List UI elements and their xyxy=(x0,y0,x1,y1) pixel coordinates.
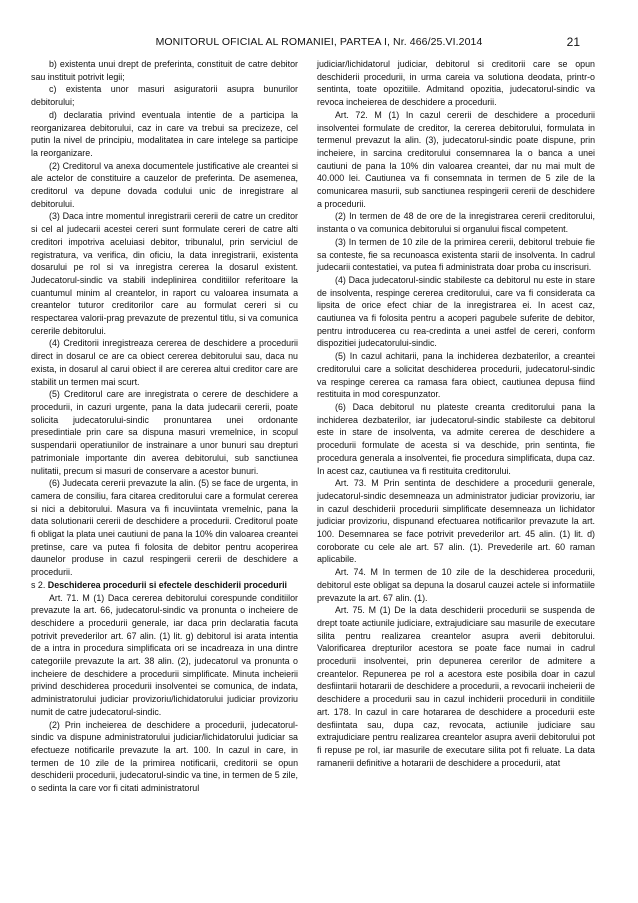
publication-title: MONITORUL OFICIAL AL ROMANIEI, PARTEA I, Nr. 466/25.VI.2014 xyxy=(155,36,483,48)
section-title: Deschiderea procedurii si efectele deschiderii procedurii xyxy=(47,579,288,590)
paragraph: (2) Creditorul va anexa documentele justificative ale creantei si ale actelor de constituire a cauzelor de preferinta. De asemenea, creditorul va depune dovada codului unic de inregistrare al debitorului. xyxy=(31,160,298,209)
paragraph: judiciar/lichidatorul judiciar, debitorul si creditorii care se opun deschiderii procedurii, in urma careia va solutiona deodata, printr-o sentinta, toate opozitiile. Admitand opozitia, judecatorul-sindic va revoca incheierea de deschidere a procedurii. xyxy=(317,59,595,108)
paragraph: (4) Creditorii inregistreaza cererea de deschidere a procedurii direct in dosarul ce are ca obiect cererea debitorului sau, daca nu exista, in dosarul al carui obiect il are cererea altui creditor care are stabilit un termen mai scurt. xyxy=(31,338,298,387)
left-paragraphs-after xyxy=(31,592,298,795)
paragraph: Art. 71. M (1) Daca cererea debitorului corespunde conditiilor prevazute la art. 66, judecatorul-sindic va pronunta o incheiere de deschidere a procedurii generale, iar daca prin declaratia facuta potrivit prevederilor art. 67 alin. (1) lit. g) debitorul isi arata intentia de a intra in procedura simplificata ori se incadreaza in una dintre categoriile prevazute la art. 38 alin. (2), judecatorul va pronunta o incheiere de deschidere a procedurii simplificate. Minuta incheierii privind deschiderea procedurii insolventei se comunica, de indata, administratorului judiciar provizoriu/lichidatorului judiciar provizoriu numit de catre judecatorul-sindic. xyxy=(31,592,298,717)
paragraph: (3) Daca intre momentul inregistrarii cererii de catre un creditor si cel al judecarii acestei cereri sunt formulate cereri de catre alti creditori impotriva aceluiasi debitor, tribunalul, prin serviciul de registratura, va verifica, din oficiu, la data inregistrarii, existenta dosarului pe rol si va inregistra cererea la dosarul existent. Judecatorul-sindic va stabili indeplinirea conditiilor referitoare la cuantumul minim al creantelor, in raport cu valoarea insumata a creantelor tuturor creditorilor care au formulat cereri si cu respectarea valorii-prag prevazute de prezentul titlu, si va comunica cererile debitorului. xyxy=(31,211,298,336)
paragraph: (5) In cazul achitarii, pana la inchiderea dezbaterilor, a creantei creditorului care a solicitat deschiderea procedurii, judecatorul-sindic va respinge cererea ca ramasa fara obiect, cautiunea depusa fiind restituita in mod corespunzator. xyxy=(317,351,595,400)
paragraph: (6) Judecata cererii prevazute la alin. (5) se face de urgenta, in camera de consiliu, fara citarea creditorului care a formulat cererea si nici a debitorului. Masura va fi incuviintata vremelnic, pana la data solutionarii cererii de deschidere a procedurii. Creditorul poate fi obligat la plata unei cautiuni de pana la 10% din valoarea creantei pretinse, care va putea fi folosita de debitor pentru acoperirea daunelor produse in cazul respingerii cererii de deschidere a procedurii. xyxy=(31,478,298,578)
page-header xyxy=(0,36,638,52)
paragraph: (6) Daca debitorul nu plateste creanta creditorului pana la inchiderea dezbaterilor, iar judecatorul-sindic stabileste ca debitorul este in stare de insolventa, va admite cererea de deschidere a procedurii formulate de acesta si va deschide, prin sentinta, fie procedura generala a insolventei, fie procedura simplificata, dupa caz. In acest caz, cautiunea va fi restituita creditorului. xyxy=(317,401,595,476)
paragraph: (3) In termen de 10 zile de la primirea cererii, debitorul trebuie fie sa conteste, fie sa recunoasca existenta starii de insolventa. In cadrul judecarii contestatiei, va putea fi administrata doar proba cu inscrisuri. xyxy=(317,236,595,273)
paragraph: (2) In termen de 48 de ore de la inregistrarea cererii creditorului, instanta o va comunica debitorului si organului fiscal competent. xyxy=(317,211,595,235)
paragraph: c) existenta unor masuri asiguratorii asupra bunurilor debitorului; xyxy=(31,84,298,108)
right-column xyxy=(317,58,595,769)
page-number: 21 xyxy=(566,35,580,49)
paragraph: b) existenta unui drept de preferinta, constituit de catre debitor sau instituit potrivit legii; xyxy=(31,59,298,82)
paragraph: Art. 72. M (1) In cazul cererii de deschidere a procedurii insolventei formulate de creditor, la cererea debitorului, formulata in termenul prevazut la alin. (3), judecatorul-sindic poate dispune, prin incheiere, in sarcina creditorului consemnarea la o banca a unei cautiuni de pana la 10% din valoarea creantei, dar nu mai mult de 40.000 lei. Cautiunea va fi consemnata in termen de 5 zile de la comunicarea masurii, sub sanctiunea respingerii cererii de deschidere a procedurii. xyxy=(317,109,595,209)
paragraph: (2) Prin incheierea de deschidere a procedurii, judecatorul-sindic va dispune administratorului judiciar/lichidatorului judiciar sa efectueze notificarile prevazute la art. 100. In cazul in care, in termen de 10 zile de la primirea notificarii, creditorii se opun deschiderii procedurii, judecatorul-sindic va tine, in termen de 5 zile, o sedinta la care vor fi citati administratorul xyxy=(31,719,298,794)
paragraph: d) declaratia privind eventuala intentie de a participa la reorganizarea debitorului, caz in care va trebui sa precizeze, cel putin la nivel de principiu, modalitatea in care intelege sa participe la reorganizare. xyxy=(31,109,298,158)
section-label: s 2. xyxy=(31,579,46,590)
left-paragraphs xyxy=(31,58,298,579)
paragraph: Art. 73. M Prin sentinta de deschidere a procedurii generale, judecatorul-sindic desemneaza un administrator judiciar provizoriu, iar in cazul deschiderii procedurii simplificate desemneaza un lichidator judiciar provizoriu, dispunand efectuarea notificarilor prevazute la art. 100. Desemnarea se face potrivit prevederilor art. 45 alin. (1) lit. d) coroborate cu cele ale art. 57 alin. (1). Prevederile art. 60 raman aplicabile. xyxy=(317,478,595,565)
paragraph: Art. 74. M In termen de 10 zile de la deschiderea procedurii, debitorul este obligat sa depuna la dosarul cauzei actele si informatiile prevazute la art. 67 alin. (1). xyxy=(317,567,595,603)
right-paragraphs xyxy=(317,58,595,769)
paragraph: Art. 75. M (1) De la data deschiderii procedurii se suspenda de drept toate actiunile judiciare, extrajudiciare sau masurile de executare silita pentru realizarea creantelor asupra averii debitorului. Valorificarea drepturilor acestora se poate face numai in cadrul procedurii insolventei, prin depunerea cererilor de admitere a creantelor. Repunerea pe rol a acestora este posibila doar in cazul desfiintarii hotararii de deschidere a procedurii, a revocarii incheierii de deschidere a procedurii sau in cazul inchiderii procedurii in conditiile art. 178. In cazul in care hotararea de deschidere a procedurii este desfiintata sau, dupa caz, revocata, actiunile judiciare sau extrajudiciare pentru realizarea creantelor asupra averii debitorului pot fi repuse pe rol, iar masurile de executare silita pot fi reluate. La data ramanerii definitive a hotararii de deschidere a procedurii, atat xyxy=(317,605,595,768)
paragraph: (4) Daca judecatorul-sindic stabileste ca debitorul nu este in stare de insolventa, respinge cererea creditorului, care va fi considerata ca lipsita de orice efect chiar de la inregistrarea ei. In acest caz, cautiunea va fi folosita pentru a acoperi pagubele suferite de debitor, pentru introducerea cu rea-credinta a unei astfel de cereri, conform dispozitiei judecatorului-sindic. xyxy=(317,274,595,349)
section-heading xyxy=(31,579,298,592)
left-column xyxy=(31,58,298,795)
paragraph: (5) Creditorul care are inregistrata o cerere de deschidere a procedurii, in cazuri urgente, pana la data judecarii cererii, poate solicita judecatorului-sindic pronuntarea unei ordonante presedintiale prin care sa dispuna masuri vremelnice, in scopul suspendarii operatiunilor de instrainare a unor bunuri sau drepturi patrimoniale importante din averea debitorului, sub sanctiunea nulitatii, precum si masuri de conservare a acestor bunuri. xyxy=(31,389,298,476)
